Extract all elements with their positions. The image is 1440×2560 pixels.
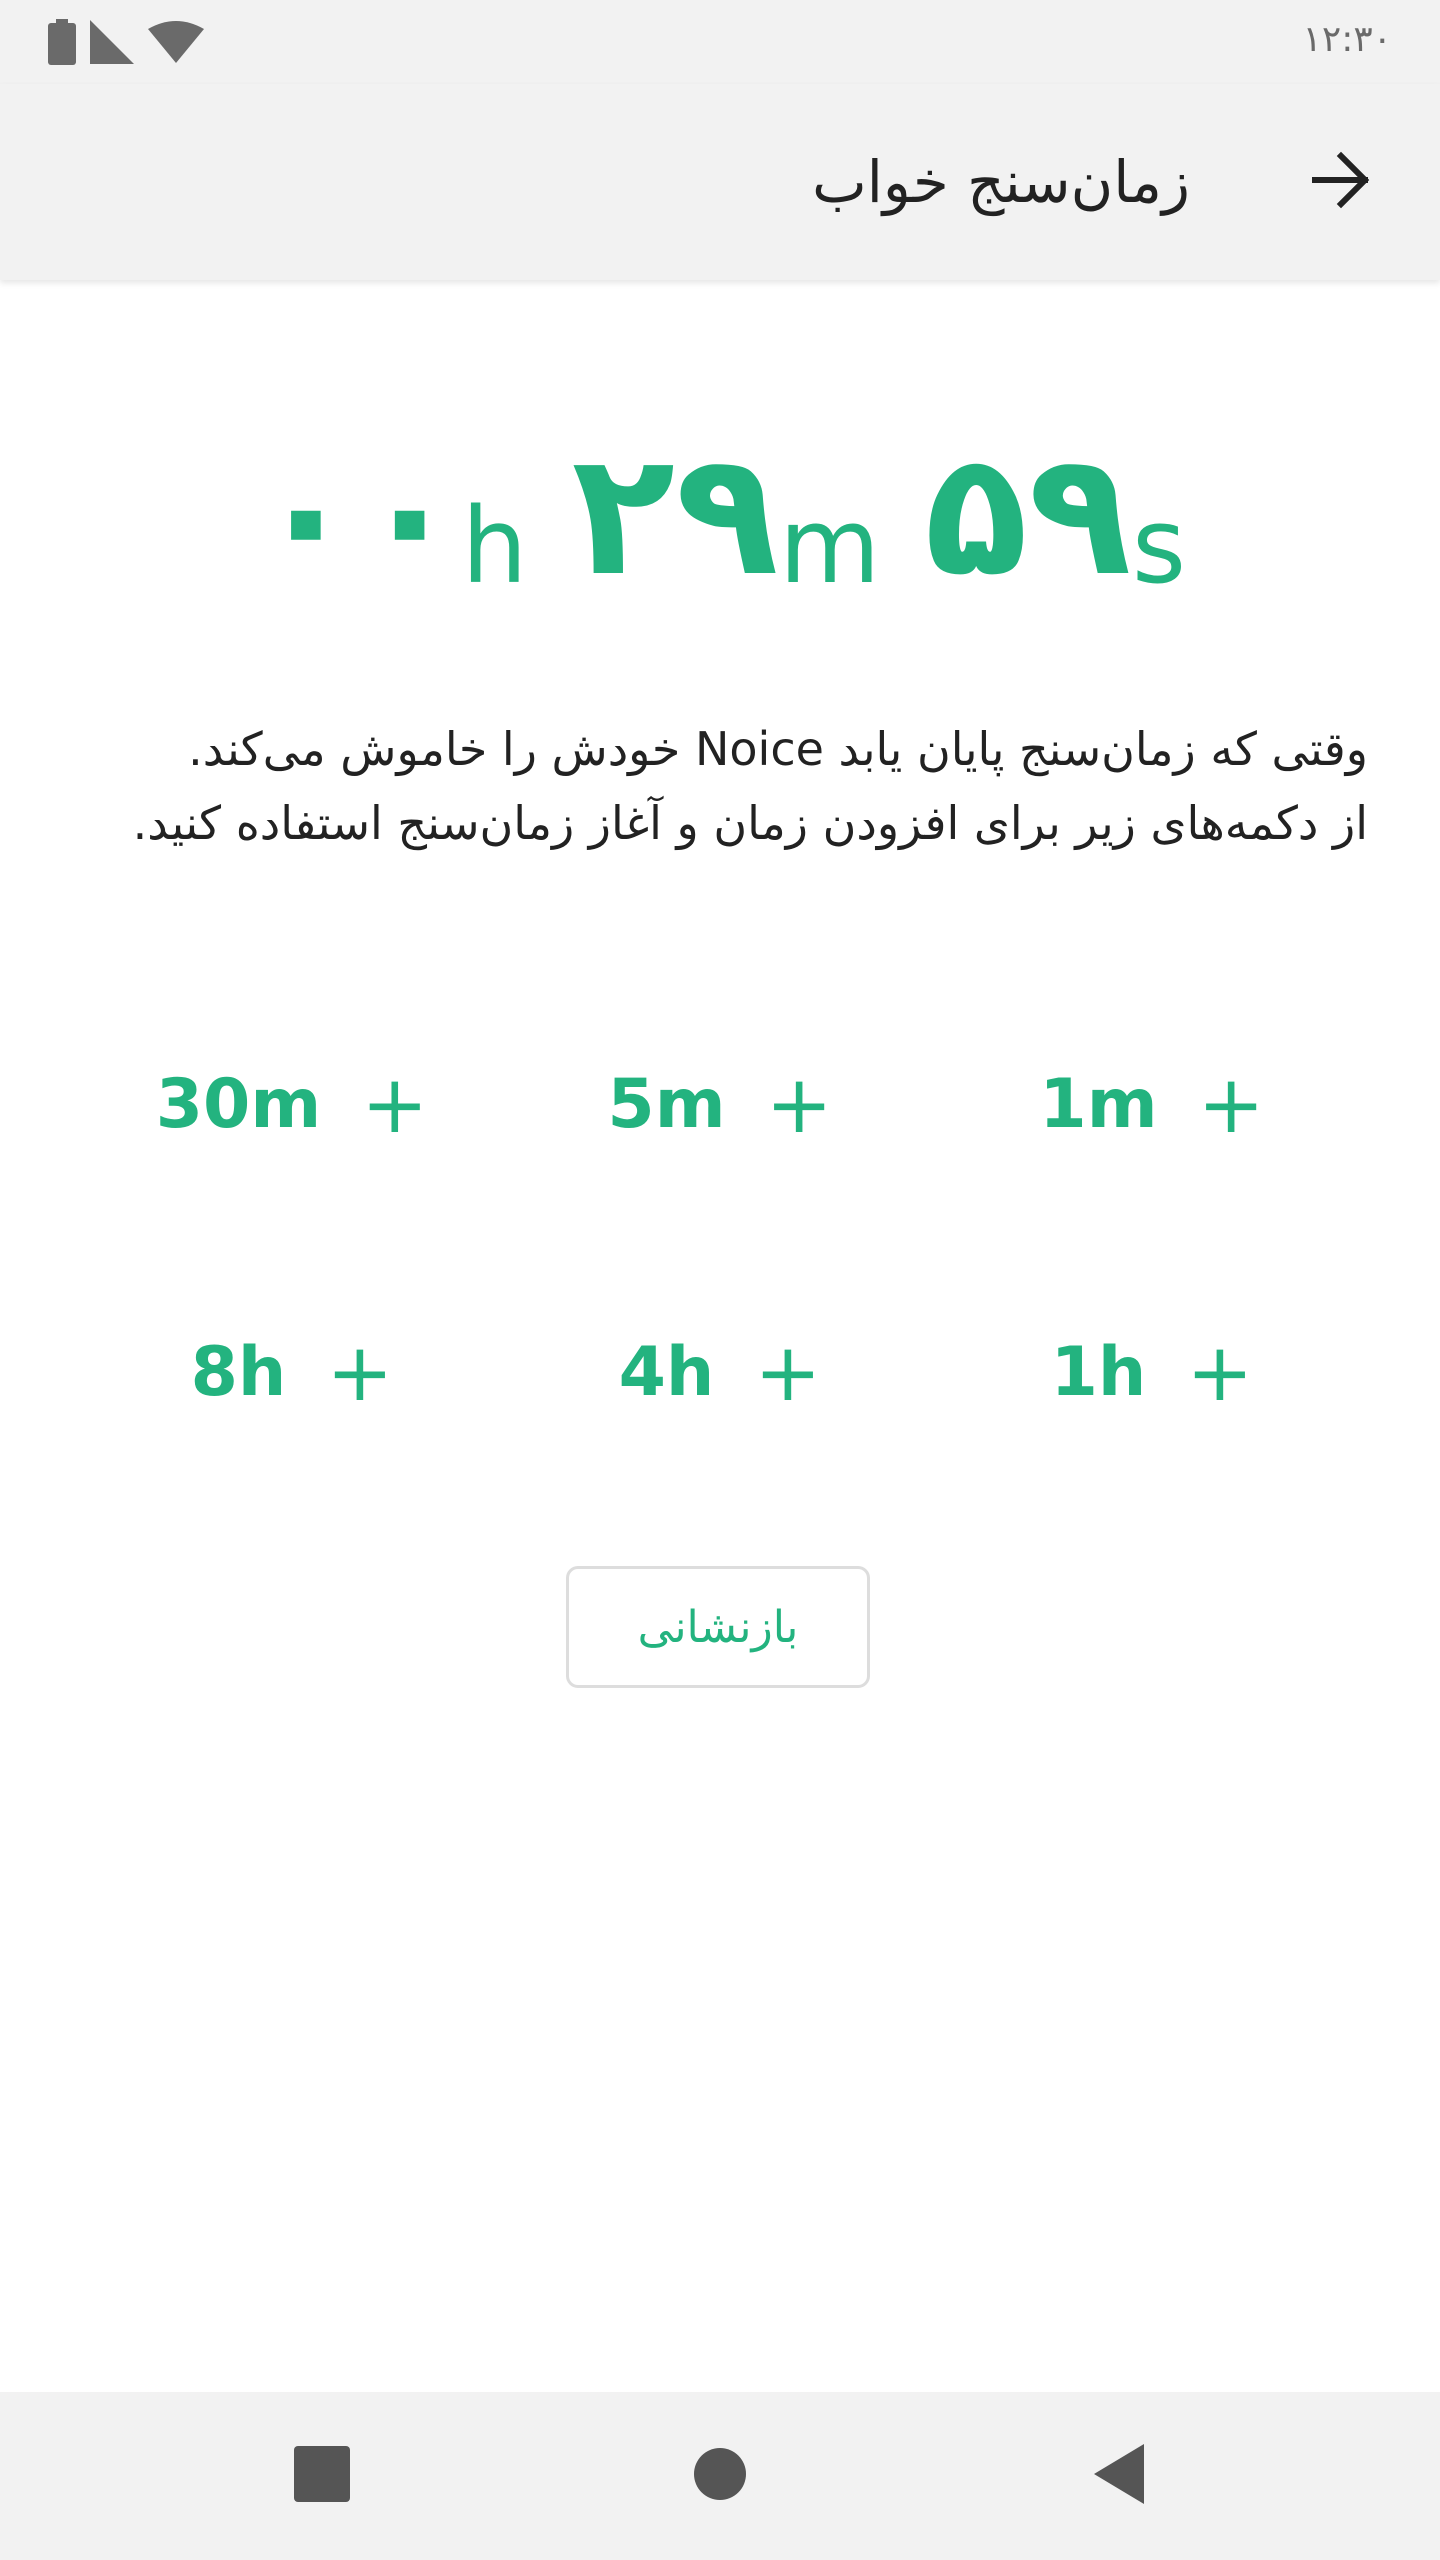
add-button-label: 8h <box>190 1333 287 1412</box>
reset-button-label: بازنشانی <box>637 1601 799 1653</box>
add-1m-button[interactable] <box>972 1030 1332 1180</box>
home-circle-icon <box>692 2446 748 2506</box>
add-button-label: 1m <box>1039 1065 1158 1144</box>
add-button-label: 5m <box>607 1065 726 1144</box>
add-4h-button[interactable] <box>540 1298 900 1448</box>
wifi-icon <box>148 21 204 63</box>
toolbar <box>0 84 1440 280</box>
back-triangle-icon <box>1092 2444 1148 2508</box>
description-line-1: وقتی که زمان‌سنج پایان یابد Noice خودش را خاموش می‌کند. <box>188 722 1368 776</box>
plus-icon: + <box>326 1326 394 1419</box>
arrow-right-icon <box>1311 149 1373 215</box>
add-button-label: 30m <box>155 1065 322 1144</box>
add-1h-button[interactable] <box>972 1298 1332 1448</box>
add-8h-button[interactable] <box>112 1298 472 1448</box>
plus-icon: + <box>1197 1058 1265 1151</box>
reset-button[interactable] <box>566 1566 870 1688</box>
status-bar <box>0 0 1440 84</box>
add-button-label: 1h <box>1050 1333 1147 1412</box>
system-back-button[interactable] <box>1072 2428 1168 2524</box>
plus-icon: + <box>1186 1326 1254 1419</box>
add-button-label: 4h <box>618 1333 715 1412</box>
recents-square-icon <box>294 2446 350 2506</box>
home-button[interactable] <box>672 2428 768 2524</box>
status-time: ۱۲:۳۰ <box>1302 19 1392 60</box>
back-button[interactable] <box>1290 130 1394 234</box>
timer-seconds: ۵۹ <box>924 416 1132 614</box>
timer-display <box>0 380 1440 614</box>
plus-icon: + <box>754 1326 822 1419</box>
status-icons <box>48 20 204 64</box>
timer-hours-unit: h <box>461 485 528 607</box>
description-line-2: از دکمه‌های زیر برای افزودن زمان و آغاز زمان‌سنج استفاده کنید. <box>132 796 1368 850</box>
timer-hours: ۰۰ <box>253 416 462 614</box>
add-30m-button[interactable] <box>112 1030 472 1180</box>
navigation-bar <box>0 2392 1440 2560</box>
timer-minutes-unit: m <box>778 485 881 607</box>
battery-icon <box>48 19 76 65</box>
recents-button[interactable] <box>274 2428 370 2524</box>
plus-icon: + <box>361 1058 429 1151</box>
signal-icon <box>90 20 134 64</box>
timer-minutes: ۲۹ <box>571 416 779 614</box>
plus-icon: + <box>765 1058 833 1151</box>
timer-seconds-unit: s <box>1131 485 1186 607</box>
page-title: زمان‌سنج خواب <box>812 148 1190 216</box>
add-5m-button[interactable] <box>540 1030 900 1180</box>
timer-description <box>72 712 1368 860</box>
